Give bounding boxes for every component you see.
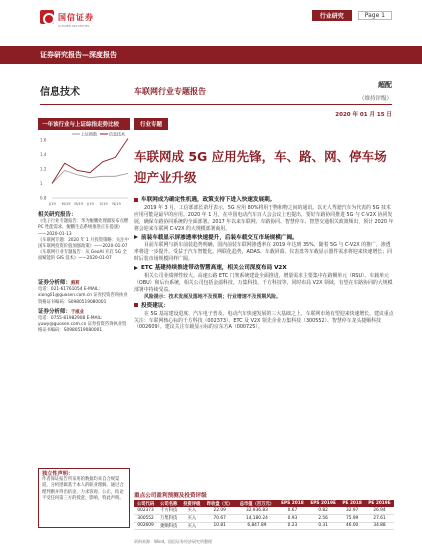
table-cell: 46.00: [339, 522, 365, 530]
table-body: [134, 507, 394, 530]
report-body: [134, 195, 394, 331]
independence-statement: [38, 468, 130, 528]
statement-text: 作者保证报告所采用的数据均来自合规渠道，分析逻辑基于本人的职业理解，通过合理判断并得出结论，力求客观、公正，结论不受任何第三方的授意、影响，特此声明。: [42, 477, 124, 501]
header-right: [312, 10, 392, 21]
table-cell: 75.99: [339, 514, 365, 522]
y-tick-label: 1.2: [40, 166, 47, 172]
x-tick-label: J/19: [49, 202, 56, 206]
table-header-row: [134, 500, 394, 507]
x-tick-label: N/19: [112, 202, 121, 206]
report-date: 2020 年 01 月 15 日: [335, 112, 392, 118]
table-cell: 10.81: [203, 522, 236, 530]
legend-sse: 上证指数: [81, 131, 97, 137]
col-header: PE 2018: [339, 500, 365, 507]
table-title: 重点公司盈利预测及投资评级: [134, 493, 207, 499]
legend-it: 信息技术: [109, 131, 125, 137]
y-tick-label: 0.8: [40, 195, 47, 201]
category-tag: 行业研究: [312, 10, 352, 21]
y-axis-ticks: [40, 138, 47, 201]
bullet-icon: [134, 198, 138, 202]
table-source-note: 资料来源：Wind，国信证券经济研究所整理: [134, 539, 213, 544]
x-tick-label: S/19: [99, 202, 108, 206]
rating-label: 超配: [378, 81, 392, 89]
table-cell: 14,180.24: [236, 514, 278, 522]
analyst-contacts: [38, 280, 130, 335]
section-title: 前装车载显示屏渗透率快速提升，后装车载交互市场规模广阔。: [134, 235, 394, 242]
x-tick-label: J/19: [87, 202, 94, 206]
col-header: 昨收盘（元）: [203, 500, 236, 507]
x-tick-label: M/19: [61, 202, 71, 206]
analyst1-contact: 电话：021-61761054 E-MAIL: xiongli1@guosen.com.cn 证券投资咨询执业资格证书编码：S0980519080001: [38, 287, 128, 305]
report-banner: [0, 46, 422, 64]
table-cell: 千方科技: [157, 507, 180, 514]
table-row: [134, 514, 394, 522]
logo-icon: [40, 10, 54, 24]
statement-heading: 独立性声明：: [42, 471, 74, 477]
analyst2-contact: 电话：0755-81982908 E-MAIL: yuwy@guosen.com.cn 证券投资咨询执业资格证书编码：S0980519080001: [38, 316, 127, 334]
table-cell: 买入: [180, 514, 203, 522]
logo-text: 国信证券: [58, 12, 94, 22]
col-header: 公司名称: [157, 500, 180, 507]
x-axis-ticks: [48, 202, 122, 206]
table-cell: 32,936.83: [236, 507, 278, 514]
x-tick-label: M/19: [74, 202, 84, 206]
analyst2-name: 于威业: [71, 309, 84, 315]
side-chart-title: 一年该行业与上证综指走势比较: [38, 118, 130, 130]
headline: 车联网成 5G 应用先锋，车、路、网、停车场迎产业升级: [134, 149, 387, 185]
table-cell: 0.23: [278, 522, 307, 530]
page-number: Page 1: [358, 11, 392, 20]
company-logo: [40, 10, 94, 24]
table-cell: 002373: [134, 507, 157, 514]
bullet-arrow-icon: [134, 266, 138, 270]
report-tag: 行业专题: [134, 118, 168, 130]
page-header: [0, 0, 422, 44]
earnings-forecast-table: [134, 500, 394, 530]
table-cell: 2.56: [307, 514, 339, 522]
table-cell: 22.09: [203, 507, 236, 514]
section-title: 车联网成为确定性机遇，政策支持下进入快速发展期。: [134, 197, 394, 204]
table-cell: 300552: [134, 514, 157, 522]
table-cell: 万集科技: [157, 514, 180, 522]
sector-title: 信息技术: [40, 87, 80, 98]
banner-text: 证券研究报告—深度报告: [40, 51, 117, 59]
table-cell: 002609: [134, 522, 157, 530]
col-header: EPS 2019E: [307, 500, 339, 507]
table-cell: 26.94: [365, 507, 394, 514]
section-paragraph: 相关公司业绩弹性较大。高速公路 ETC 门架系统建设全面推进，增量需求主要集中在路侧单元（RSU）、车载单元（OBU）和后台系统，相关公司包括金溢科技、万集科技、千方科技等，同时布局 V2X 领域，有望在车路协同的大规模部署中持续受益。: [134, 273, 393, 293]
table-cell: 买入: [180, 507, 203, 514]
analyst1-name: 熊莉: [71, 281, 80, 286]
col-header: EPS 2018: [278, 500, 307, 507]
section-paragraph: 目前车联网与新车前装趋势明确，国内前装车联网渗透率在 2019 年达到 35%，随着 5G 与 C-V2X 的推广，渗透率将进一步提升。受益于汽车智能化、网联化趋势，ADAS、车载屏幕、仪表盘等车载显示器件需求将迎来快速增长；同时后装市场规模同样广阔。: [134, 242, 393, 263]
topic-title: 车联网行业专题报告: [134, 87, 206, 96]
analyst1-label: 证券分析师：: [38, 280, 72, 286]
col-header: PE 2019E: [365, 500, 394, 507]
col-header: 投资评级: [180, 500, 203, 507]
table-cell: 0.93: [278, 514, 307, 522]
table-cell: 0.31: [307, 522, 339, 530]
section-title: ETC 基建持续推进带动智慧高速，相关公司深度布局 V2X: [134, 265, 394, 272]
col-header: 总市值（百万元）: [236, 500, 278, 507]
section-title: 投资建议：: [134, 303, 394, 310]
analyst2-label: 证券分析师：: [38, 308, 72, 315]
table-row: [134, 522, 394, 530]
y-tick-label: 1: [40, 181, 43, 186]
y-tick-label: 1.6: [40, 137, 47, 143]
table-cell: 捷顺科技: [157, 522, 180, 530]
series-line-it: [52, 139, 128, 184]
y-tick-label: 1.4: [40, 152, 47, 157]
bullet-icon: [134, 303, 138, 307]
table-cell: 6,847.89: [236, 522, 278, 530]
related-heading: 相关研究报告：: [38, 212, 77, 218]
table-cell: 27.61: [365, 514, 394, 522]
rating-note: （维持评级）: [358, 96, 392, 102]
index-comparison-chart: [38, 128, 130, 208]
col-header: 公司代码: [134, 500, 157, 507]
table-cell: 买入: [180, 522, 203, 530]
chart-legend: [72, 131, 125, 137]
table-row: [134, 507, 394, 514]
section-paragraph: 在 5G 基站建设进度、汽车电子普及、电动汽车快速发展的三大基础之上，车联网市场有望迎来快速增长。建议重点关注：车联网核心标的千方科技（002373）、ETC 及 V2X 领先企业万集科技（300552）、智慧停车龙头捷顺科技（002609），建议关注车载显示标的京东方A（000725）。: [134, 310, 394, 331]
table-cell: 0.67: [278, 507, 307, 514]
risk-warning: 风险提示：技术发展及落地不及预期；行业增速不及预期风险。: [144, 293, 281, 300]
table-cell: 34.88: [365, 522, 394, 530]
bullet-arrow-icon: [134, 235, 138, 239]
divider: [40, 104, 392, 105]
related-reports: [38, 212, 130, 263]
table-cell: 70.67: [203, 514, 236, 522]
section-paragraph: 2019 年 3 月，工信部部长苗圩表示，5G 应用 80%将用于物和物之间的通讯。以无人驾驶汽车为代表的 5G 技术应用可能是最早的应用。2020 年 1 月，在中国电动汽车百人会会议上也提出，要好车路协同推进 5G 与 C-V2X 协同发展，确保车路协同系统的全面部署。2017 年以来车联网、车路协同、智慧停车、智慧交通相关政策频出，预计 2020 年将会迎来车联网 C-V2X 的大规模部署商用。: [134, 204, 394, 232]
logo-subtitle: GUOSEN SECURITIES: [58, 24, 90, 28]
table-cell: 32.97: [339, 507, 365, 514]
table-cell: 0.82: [307, 507, 339, 514]
related-text: 《电子行业专题报告：华为鲲鹏处理器发布点燃 PC 性能需求，鲲鹏生态系统推进正在提速》——2020-01-13 《车联网专题：2020 年 1 月投资策略：关注中国车联网投资价值加强政策》——2020-01-07 《车联网行业专题报告：从 GeoAI 开启 5G 全面赋能的 GIS 技术》——2020-01-07: [38, 219, 129, 262]
